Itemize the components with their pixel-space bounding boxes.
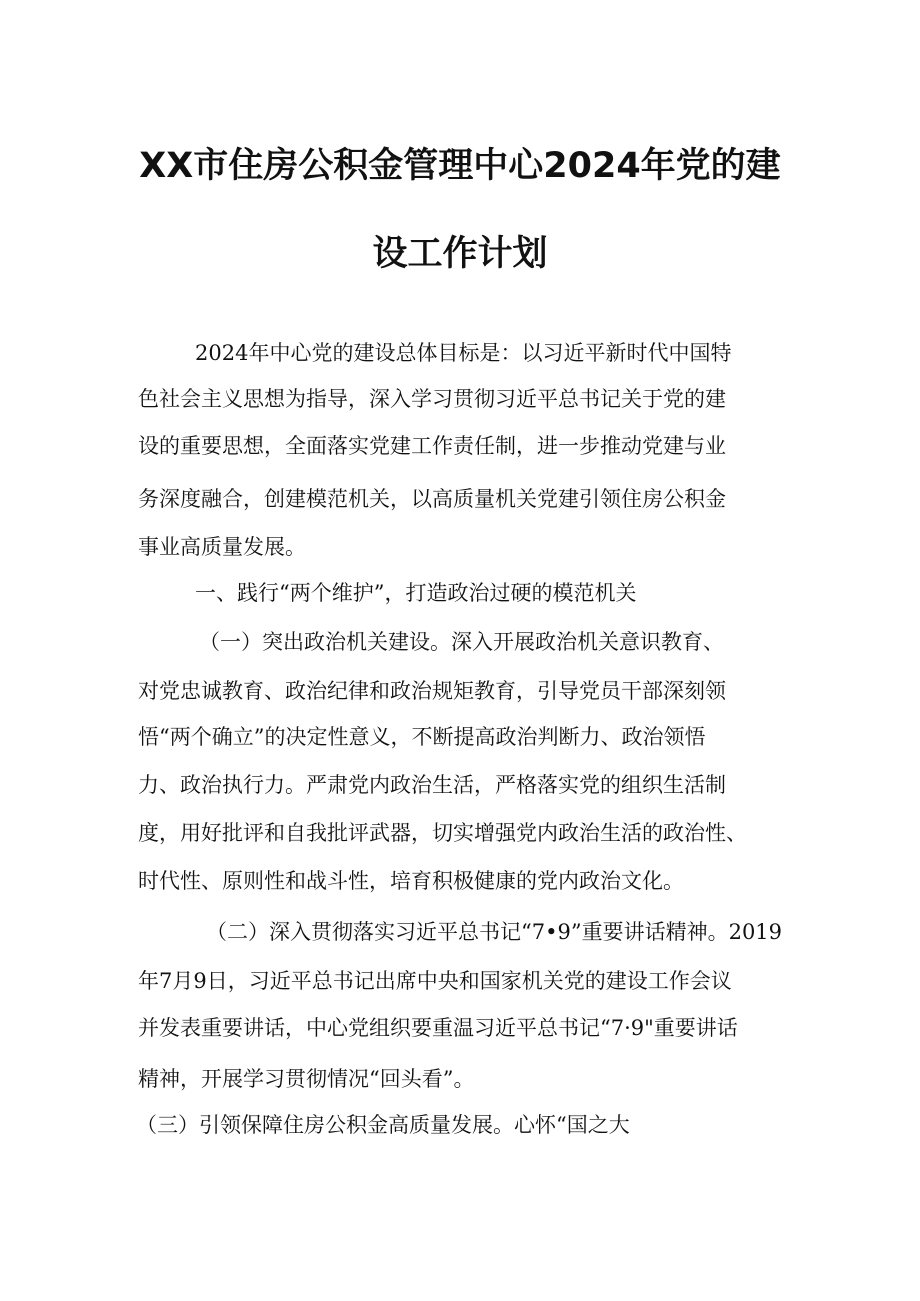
paragraph-line: 事业高质量发展。 — [138, 535, 306, 559]
paragraph-line: 年7月9日，习近平总书记出席中央和国家机关党的建设工作会议 — [138, 969, 732, 993]
section-heading: 一、践行“两个维护”，打造政治过硬的模范机关 — [195, 581, 637, 605]
paragraph-line: 色社会主义思想为指导，深入学习贯彻习近平总书记关于党的建 — [138, 387, 726, 411]
paragraph-line: 时代性、原则性和战斗性，培育积极健康的党内政治文化。 — [138, 869, 684, 893]
paragraph-line: 力、政治执行力。严肃党内政治生活，严格落实党的组织生活制 — [138, 773, 726, 797]
paragraph-line: 度，用好批评和自我批评武器，切实增强党内政治生活的政治性、 — [138, 821, 747, 845]
paragraph-line: 并发表重要讲话，中心党组织要重温习近平总书记“7·9"重要讲话 — [138, 1016, 738, 1040]
paragraph-line: 务深度融合，创建模范机关，以高质量机关党建引领住房公积金 — [138, 487, 726, 511]
paragraph-line: 悟“两个确立”的决定性意义，不断提高政治判断力、政治领悟 — [138, 725, 706, 749]
paragraph-line: 精神，开展学习贯彻情况“回头看”。 — [138, 1067, 475, 1091]
paragraph-line: （三）引领保障住房公积金高质量发展。心怀“国之大 — [136, 1113, 630, 1137]
paragraph-line: （二）深入贯彻落实习近平总书记“7•9”重要讲话精神。2019 — [206, 920, 783, 944]
paragraph-line: 设的重要思想，全面落实党建工作责任制，进一步推动党建与业 — [138, 434, 726, 458]
document-title-line-1: XX市住房公积金管理中心2024年党的建 — [139, 146, 781, 186]
document-title-line-2: 设工作计划 — [372, 234, 548, 274]
paragraph-line: （一）突出政治机关建设。深入开展政治机关意识教育、 — [199, 630, 724, 654]
paragraph-line: 2024年中心党的建设总体目标是：以习近平新时代中国特 — [195, 341, 732, 365]
paragraph-line: 对党忠诚教育、政治纪律和政治规矩教育，引导党员干部深刻领 — [138, 679, 726, 703]
